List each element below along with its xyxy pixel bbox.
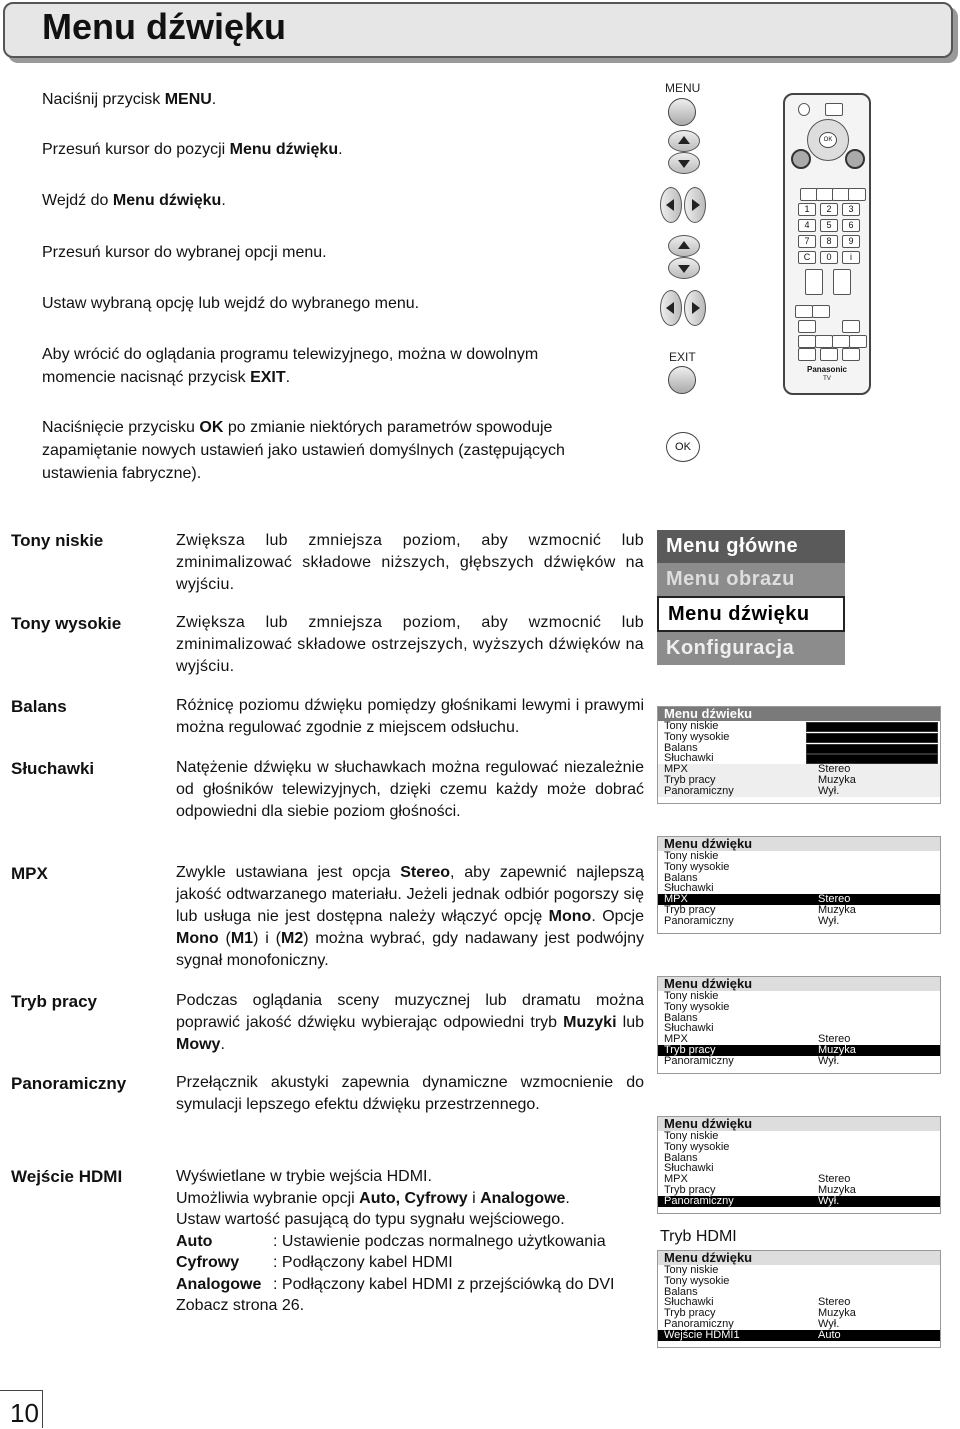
step-7-line3: ustawienia fabryczne). (42, 465, 202, 482)
desc-bass: Zwiększa lub zmniejsza poziom, aby wzmocnić lub zminimalizować składowe niższych, głębszych dźwięków na wyjściu. (176, 532, 644, 593)
key-6[interactable]: 6 (842, 219, 860, 232)
key-info[interactable]: i (842, 251, 860, 264)
right-button[interactable] (684, 290, 706, 326)
key-c[interactable]: C (798, 251, 816, 264)
left-right-buttons-1[interactable] (660, 185, 706, 225)
sound-menu-hdmi: Menu dźwięku Tony niskie Tony wysokie Balans Słuchawki Stereo Tryb pracy Muzyka Panoramiczny Wył. Wejście HDMI1 Auto (657, 1250, 941, 1348)
up-arrow-icon (678, 136, 690, 144)
term-headphones: Słuchawki (11, 759, 95, 778)
row-mpx-selected[interactable]: MPX Stereo (658, 894, 940, 905)
row-balance[interactable]: Balans (658, 743, 940, 754)
term-hdmi: Wejście HDMI (11, 1167, 123, 1186)
page-number: 10 (10, 1398, 39, 1428)
term-balance: Balans (11, 697, 67, 716)
left-button[interactable] (660, 187, 682, 223)
step-6-line1: Aby wrócić do oglądania programu telewizyjnego, można w dowolnym (42, 346, 539, 363)
desc-mpx: Zwykle ustawiana jest opcja Stereo, aby zapewnić najlepszą jakość odtwarzanego materiału. Jeżeli jednak odbiór pogorszy się lub usługa nie jest dostępna należy włączyć opcję Mono. Opcje Mono (M1) i (M2) można wybrać, gdy nadawany jest podwójny sygnał monofoniczny. (176, 864, 645, 969)
menu-button[interactable] (668, 98, 696, 126)
key-8[interactable]: 8 (820, 235, 838, 248)
up-down-buttons-1[interactable] (664, 130, 704, 172)
aux-key-3[interactable] (798, 335, 816, 348)
key-3[interactable]: 3 (842, 203, 860, 216)
dpad[interactable] (807, 119, 849, 161)
row-panoramic-selected[interactable]: Panoramiczny Wył. (658, 1196, 940, 1207)
teletext-key-4[interactable] (848, 188, 866, 201)
left-arrow-icon (666, 199, 674, 211)
sound-menu-panoramic: Menu dźwięku Tony niskie Tony wysokie Balans Słuchawki MPX Stereo Tryb pracy Muzyka Panoramiczny Wył. (657, 1116, 941, 1214)
row-panoramic[interactable]: Panoramiczny Wył. (658, 786, 940, 797)
row-hdmi-selected[interactable]: Wejście HDMI1 Auto (658, 1330, 940, 1341)
play-key[interactable] (842, 348, 860, 361)
treble-slider[interactable] (806, 733, 938, 743)
menu-button-label: MENU (665, 81, 701, 95)
aux-key-4[interactable] (815, 335, 833, 348)
right-button[interactable] (684, 187, 706, 223)
left-button[interactable] (660, 290, 682, 326)
exit-button[interactable] (668, 366, 696, 394)
step-7-line2: zapamiętanie nowych ustawień jako ustawień domyślnych (zastępujących (42, 442, 565, 459)
down-button[interactable] (668, 152, 700, 174)
term-bass: Tony niskie (11, 531, 104, 550)
step-6-line2: momencie nacisnąć przycisk EXIT. (42, 369, 291, 386)
sound-menu-mode: Menu dźwięku Tony niskie Tony wysokie Balans Słuchawki MPX Stereo Tryb pracy Muzyka Panoramiczny Wył. (657, 976, 941, 1074)
desc-treble: Zwiększa lub zmniejsza poziom, aby wzmocnić lub zminimalizować składowe ostrzejszych, wyższych dźwięków na wyjściu. (176, 614, 644, 675)
key-2[interactable]: 2 (820, 203, 838, 216)
desc-mode: Podczas oglądania sceny muzycznej lub dramatu można poprawić jakość dźwięku wybierając odpowiedni tryb Muzyki lub Mowy. (176, 992, 644, 1053)
row-headphones[interactable]: Słuchawki (658, 753, 940, 764)
key-7[interactable]: 7 (798, 235, 816, 248)
bass-slider[interactable] (806, 722, 938, 732)
row-mode-selected[interactable]: Tryb pracy Muzyka (658, 1045, 940, 1056)
key-1[interactable]: 1 (798, 203, 816, 216)
desc-hdmi: Wyświetlane w trybie wejścia HDMI. Umożliwia wybranie opcji Auto, Cyfrowy i Analogowe. Ustaw wartość pasującą do typu sygnału wejściowego. Auto : Ustawienie podczas normalnego użytkowania Cyfrowy : Podłączony kabel HDMI Analogowe : Podłączony kabel HDMI z przejściówką do DVI Zobacz strona 26. (176, 1168, 615, 1314)
right-arrow-icon (692, 302, 700, 314)
volume-rocker[interactable] (833, 269, 851, 295)
menu-item-picture[interactable]: Menu obrazu (657, 563, 845, 596)
down-arrow-icon (678, 265, 690, 273)
stop-key[interactable] (798, 348, 816, 361)
menu-item-sound[interactable]: Menu dźwięku (657, 596, 845, 632)
power-icon[interactable] (798, 103, 810, 116)
step-2: Przesuń kursor do pozycji Menu dźwięku. (42, 141, 343, 158)
aux-key-5[interactable] (832, 335, 850, 348)
up-down-buttons-2[interactable] (664, 235, 704, 277)
step-7-line1: Naciśnięcie przycisku OK po zmianie niektórych parametrów spowoduje (42, 419, 553, 436)
mute-icon[interactable] (825, 103, 843, 116)
left-arrow-icon (666, 302, 674, 314)
term-treble: Tony wysokie (11, 614, 122, 633)
menu-item-main[interactable]: Menu główne (657, 530, 845, 563)
mini-menu-title: Menu dźwieku (658, 707, 940, 721)
key-4[interactable]: 4 (798, 219, 816, 232)
right-key[interactable] (845, 149, 865, 169)
input-key[interactable] (795, 305, 813, 318)
pause-key[interactable] (820, 348, 838, 361)
key-9[interactable]: 9 (842, 235, 860, 248)
channel-rocker[interactable] (805, 269, 823, 295)
remote-sub: TV (823, 376, 831, 382)
row-treble[interactable]: Tony wysokie (658, 732, 940, 743)
row-mpx[interactable]: MPX Stereo (658, 764, 940, 775)
term-mpx: MPX (11, 864, 48, 883)
desc-panoramic: Przełącznik akustyki zapewnia dynamiczne wzmocnienie do symulacji lepszego efektu dźwięku przestrzennego. (176, 1074, 644, 1113)
aux-key-6[interactable] (849, 335, 867, 348)
row-mode[interactable]: Tryb pracy Muzyka (658, 775, 940, 786)
term-panoramic: Panoramiczny (11, 1074, 127, 1093)
remote-control (783, 93, 871, 395)
desc-balance: Różnicę poziomu dźwięku pomiędzy głośnikami lewymi i prawymi można regulować zgodnie z miejscem odsłuchu. (176, 697, 644, 736)
up-button[interactable] (668, 130, 700, 152)
sound-menu-mpx: Menu dźwięku Tony niskie Tony wysokie Balans Słuchawki MPX Stereo Tryb pracy Muzyka Panoramiczny Wył. (657, 836, 941, 934)
step-4: Przesuń kursor do wybranej opcji menu. (42, 244, 327, 261)
hdmi-mode-label: Tryb HDMI (660, 1228, 737, 1245)
main-menu (657, 530, 845, 665)
row-bass[interactable]: Tony niskie (658, 721, 940, 732)
n-key[interactable] (812, 305, 830, 318)
remote-brand: Panasonic (806, 365, 847, 374)
aux-key-1[interactable] (798, 320, 816, 333)
ok-key[interactable]: OK (819, 132, 837, 148)
step-1: Naciśnij przycisk MENU. (42, 91, 217, 108)
key-0[interactable]: 0 (820, 251, 838, 264)
step-5: Ustaw wybraną opcję lub wejdź do wybranego menu. (42, 295, 420, 312)
ok-button[interactable]: OK (666, 432, 700, 462)
right-arrow-icon (692, 199, 700, 211)
left-right-buttons-2[interactable] (660, 288, 706, 328)
desc-headphones: Natężenie dźwięku w słuchawkach można regulować niezależnie od głośników telewizyjnych, dzięki czemu każdy może dobrać odpowiedni dla siebie poziom głośności. (176, 759, 644, 820)
step-3: Wejdź do Menu dźwięku. (42, 192, 226, 209)
down-button[interactable] (668, 257, 700, 279)
menu-item-setup[interactable]: Konfiguracja (657, 632, 845, 665)
down-arrow-icon (678, 160, 690, 168)
balance-slider[interactable] (806, 744, 938, 754)
aux-key-2[interactable] (842, 320, 860, 333)
up-button[interactable] (668, 235, 700, 257)
term-mode: Tryb pracy (11, 992, 97, 1011)
left-key[interactable] (791, 149, 811, 169)
key-5[interactable]: 5 (820, 219, 838, 232)
exit-button-label: EXIT (669, 350, 696, 364)
sound-menu-sliders (657, 706, 941, 804)
up-arrow-icon (678, 241, 690, 249)
page-title: Menu dźwięku (42, 6, 287, 47)
